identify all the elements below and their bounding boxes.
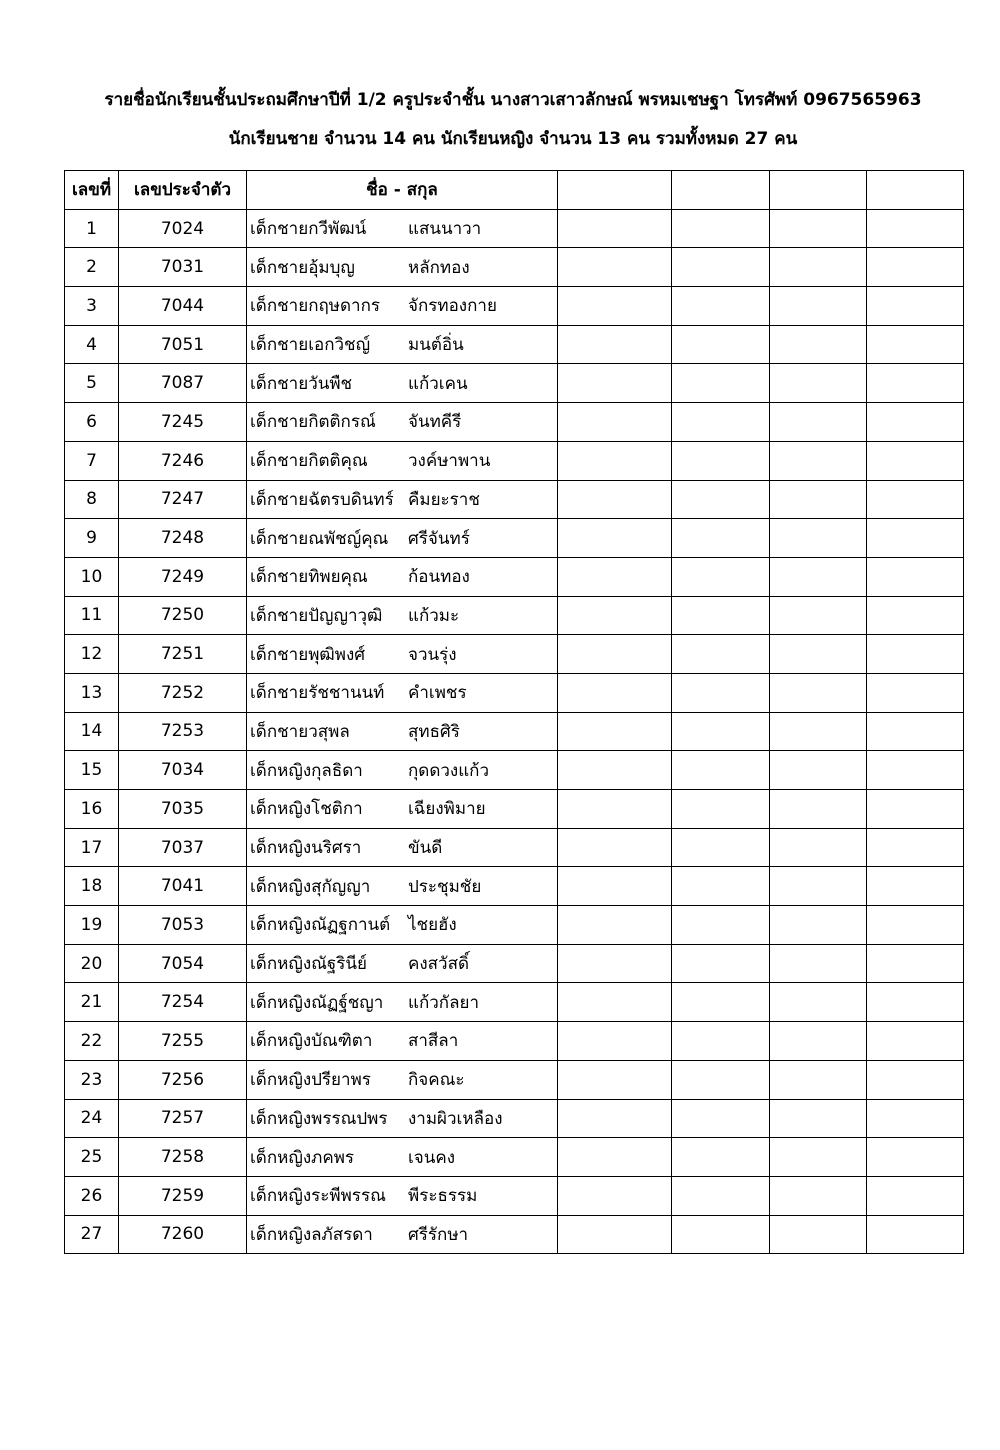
first-name: เด็กชายฉัตรบดินทร์ bbox=[250, 489, 394, 510]
table-row bbox=[65, 635, 964, 674]
student-id: 7024 bbox=[119, 209, 247, 248]
first-name: เด็กชายกฤษดากร bbox=[250, 296, 380, 317]
table-row bbox=[65, 248, 964, 287]
student-name bbox=[247, 983, 558, 1022]
table-row bbox=[65, 1060, 964, 1099]
blank-cell-1 bbox=[558, 325, 672, 364]
blank-cell-2 bbox=[672, 1138, 770, 1177]
table-row bbox=[65, 790, 964, 829]
first-name: เด็กชายพุฒิพงศ์ bbox=[250, 644, 366, 665]
student-name bbox=[247, 790, 558, 829]
table-row bbox=[65, 519, 964, 558]
table-header-row bbox=[65, 171, 964, 210]
blank-cell-3 bbox=[770, 673, 867, 712]
last-name: หลักทอง bbox=[408, 257, 470, 278]
blank-cell-2 bbox=[672, 1176, 770, 1215]
student-name bbox=[247, 712, 558, 751]
blank-cell-2 bbox=[672, 635, 770, 674]
header-blank-3 bbox=[770, 171, 867, 210]
first-name: เด็กชายปัญญาวุฒิ bbox=[250, 605, 383, 626]
blank-cell-3 bbox=[770, 441, 867, 480]
first-name: เด็กหญิงปรียาพร bbox=[250, 1070, 371, 1091]
table-row bbox=[65, 1099, 964, 1138]
student-name bbox=[247, 906, 558, 945]
blank-cell-4 bbox=[867, 790, 964, 829]
last-name: แก้วกัลยา bbox=[408, 992, 480, 1013]
student-name bbox=[247, 287, 558, 326]
first-name: เด็กหญิงโชติกา bbox=[250, 799, 363, 820]
row-number: 18 bbox=[65, 867, 119, 906]
blank-cell-4 bbox=[867, 751, 964, 790]
blank-cell-3 bbox=[770, 557, 867, 596]
blank-cell-2 bbox=[672, 287, 770, 326]
blank-cell-1 bbox=[558, 519, 672, 558]
first-name: เด็กชายวสุพล bbox=[250, 721, 350, 742]
first-name: เด็กหญิงสุกัญญา bbox=[250, 876, 371, 897]
student-id: 7252 bbox=[119, 673, 247, 712]
blank-cell-1 bbox=[558, 906, 672, 945]
first-name: เด็กหญิงระพีพรรณ bbox=[250, 1186, 386, 1207]
first-name: เด็กชายรัชชานนท์ bbox=[250, 683, 385, 704]
student-id: 7257 bbox=[119, 1099, 247, 1138]
student-name bbox=[247, 596, 558, 635]
student-id: 7245 bbox=[119, 403, 247, 442]
first-name: เด็กชายกิตติกรณ์ bbox=[250, 412, 376, 433]
last-name: วงค์ษาพาน bbox=[408, 451, 491, 472]
table-row bbox=[65, 944, 964, 983]
table-row bbox=[65, 1138, 964, 1177]
first-name: เด็กชายกวีพัฒน์ bbox=[250, 219, 367, 240]
row-number: 14 bbox=[65, 712, 119, 751]
row-number: 11 bbox=[65, 596, 119, 635]
blank-cell-2 bbox=[672, 712, 770, 751]
last-name: แก้วมะ bbox=[408, 605, 460, 626]
table-row bbox=[65, 403, 964, 442]
row-number: 16 bbox=[65, 790, 119, 829]
blank-cell-3 bbox=[770, 1099, 867, 1138]
blank-cell-2 bbox=[672, 1060, 770, 1099]
blank-cell-1 bbox=[558, 944, 672, 983]
blank-cell-4 bbox=[867, 596, 964, 635]
student-id: 7258 bbox=[119, 1138, 247, 1177]
blank-cell-4 bbox=[867, 209, 964, 248]
header-full-name: ชื่อ - สกุล bbox=[247, 171, 558, 210]
last-name: คืมยะราช bbox=[408, 489, 480, 510]
blank-cell-4 bbox=[867, 248, 964, 287]
blank-cell-1 bbox=[558, 1176, 672, 1215]
table-row bbox=[65, 751, 964, 790]
blank-cell-3 bbox=[770, 248, 867, 287]
last-name: พีระธรรม bbox=[408, 1186, 478, 1207]
student-name bbox=[247, 1215, 558, 1254]
row-number: 15 bbox=[65, 751, 119, 790]
blank-cell-1 bbox=[558, 751, 672, 790]
student-id: 7254 bbox=[119, 983, 247, 1022]
student-id: 7249 bbox=[119, 557, 247, 596]
student-name bbox=[247, 1099, 558, 1138]
blank-cell-4 bbox=[867, 1022, 964, 1061]
first-name: เด็กชายกิตติคุณ bbox=[250, 451, 368, 472]
first-name: เด็กชายวันพืช bbox=[250, 373, 353, 394]
row-number: 23 bbox=[65, 1060, 119, 1099]
row-number: 26 bbox=[65, 1176, 119, 1215]
blank-cell-2 bbox=[672, 944, 770, 983]
row-number: 3 bbox=[65, 287, 119, 326]
row-number: 4 bbox=[65, 325, 119, 364]
blank-cell-1 bbox=[558, 557, 672, 596]
first-name: เด็กชายเอกวิชญ์ bbox=[250, 335, 371, 356]
first-name: เด็กหญิงณัฏฐกานต์ bbox=[250, 915, 391, 936]
blank-cell-4 bbox=[867, 403, 964, 442]
blank-cell-2 bbox=[672, 867, 770, 906]
student-name bbox=[247, 635, 558, 674]
blank-cell-4 bbox=[867, 983, 964, 1022]
blank-cell-1 bbox=[558, 712, 672, 751]
blank-cell-4 bbox=[867, 944, 964, 983]
header-blank-4 bbox=[867, 171, 964, 210]
student-list-table bbox=[64, 170, 964, 1254]
row-number: 22 bbox=[65, 1022, 119, 1061]
last-name: ไชยฮัง bbox=[408, 915, 457, 936]
table-row bbox=[65, 1176, 964, 1215]
student-rows bbox=[65, 209, 964, 1254]
blank-cell-3 bbox=[770, 1138, 867, 1177]
blank-cell-2 bbox=[672, 751, 770, 790]
table-row bbox=[65, 983, 964, 1022]
student-name bbox=[247, 1060, 558, 1099]
blank-cell-3 bbox=[770, 1176, 867, 1215]
last-name: ประชุมชัย bbox=[408, 876, 482, 897]
last-name: เฉียงพิมาย bbox=[408, 799, 486, 820]
blank-cell-4 bbox=[867, 519, 964, 558]
first-name: เด็กหญิงภคพร bbox=[250, 1147, 355, 1168]
blank-cell-4 bbox=[867, 1176, 964, 1215]
student-id: 7053 bbox=[119, 906, 247, 945]
student-name bbox=[247, 209, 558, 248]
blank-cell-3 bbox=[770, 867, 867, 906]
last-name: สาสีลา bbox=[408, 1031, 459, 1052]
student-name bbox=[247, 557, 558, 596]
blank-cell-2 bbox=[672, 403, 770, 442]
blank-cell-1 bbox=[558, 1099, 672, 1138]
student-count-summary: นักเรียนชาย จำนวน 14 คน นักเรียนหญิง จำนวน 13 คน รวมทั้งหมด 27 คน bbox=[228, 129, 798, 149]
blank-cell-4 bbox=[867, 828, 964, 867]
blank-cell-2 bbox=[672, 828, 770, 867]
first-name: เด็กหญิงลภัสรดา bbox=[250, 1224, 373, 1245]
table-row bbox=[65, 712, 964, 751]
table-row bbox=[65, 1215, 964, 1254]
blank-cell-3 bbox=[770, 1022, 867, 1061]
blank-cell-2 bbox=[672, 596, 770, 635]
student-id: 7248 bbox=[119, 519, 247, 558]
blank-cell-4 bbox=[867, 635, 964, 674]
blank-cell-1 bbox=[558, 287, 672, 326]
student-id: 7260 bbox=[119, 1215, 247, 1254]
blank-cell-1 bbox=[558, 1022, 672, 1061]
blank-cell-1 bbox=[558, 596, 672, 635]
blank-cell-3 bbox=[770, 364, 867, 403]
document-title: รายชื่อนักเรียนชั้นประถมศึกษาปีที่ 1/2 ครูประจำชั้น นางสาวเสาวลักษณ์ พรหมเชษฐา โทรศัพท์ 0967565963 bbox=[104, 90, 922, 110]
student-id: 7256 bbox=[119, 1060, 247, 1099]
blank-cell-3 bbox=[770, 983, 867, 1022]
last-name: ศรีรักษา bbox=[408, 1224, 469, 1245]
table-row bbox=[65, 287, 964, 326]
last-name: ก้อนทอง bbox=[408, 567, 470, 588]
student-id: 7035 bbox=[119, 790, 247, 829]
blank-cell-4 bbox=[867, 906, 964, 945]
blank-cell-2 bbox=[672, 1215, 770, 1254]
blank-cell-3 bbox=[770, 403, 867, 442]
row-number: 19 bbox=[65, 906, 119, 945]
first-name: เด็กชายอุ้มบุญ bbox=[250, 257, 355, 278]
last-name: ศรีจันทร์ bbox=[408, 528, 470, 549]
blank-cell-2 bbox=[672, 441, 770, 480]
blank-cell-4 bbox=[867, 325, 964, 364]
last-name: แสนนาวา bbox=[408, 219, 482, 240]
last-name: กุดดวงแก้ว bbox=[408, 760, 490, 781]
blank-cell-1 bbox=[558, 828, 672, 867]
blank-cell-4 bbox=[867, 557, 964, 596]
first-name: เด็กหญิงพรรณปพร bbox=[250, 1108, 388, 1129]
blank-cell-3 bbox=[770, 287, 867, 326]
blank-cell-2 bbox=[672, 557, 770, 596]
student-name bbox=[247, 867, 558, 906]
blank-cell-1 bbox=[558, 635, 672, 674]
row-number: 9 bbox=[65, 519, 119, 558]
blank-cell-4 bbox=[867, 867, 964, 906]
blank-cell-3 bbox=[770, 712, 867, 751]
student-name bbox=[247, 1022, 558, 1061]
student-name bbox=[247, 519, 558, 558]
blank-cell-4 bbox=[867, 1060, 964, 1099]
blank-cell-1 bbox=[558, 1060, 672, 1099]
student-name bbox=[247, 403, 558, 442]
last-name: งามผิวเหลือง bbox=[408, 1108, 503, 1129]
first-name: เด็กหญิงนริศรา bbox=[250, 838, 362, 859]
row-number: 25 bbox=[65, 1138, 119, 1177]
first-name: เด็กหญิงกุลธิดา bbox=[250, 760, 363, 781]
header-blank-2 bbox=[672, 171, 770, 210]
last-name: กิจคณะ bbox=[408, 1070, 465, 1091]
last-name: คงสวัสดิ์ bbox=[408, 954, 470, 975]
last-name: มนต์อิ่น bbox=[408, 335, 464, 356]
table-row bbox=[65, 364, 964, 403]
blank-cell-2 bbox=[672, 248, 770, 287]
student-id: 7259 bbox=[119, 1176, 247, 1215]
blank-cell-2 bbox=[672, 673, 770, 712]
blank-cell-3 bbox=[770, 209, 867, 248]
blank-cell-4 bbox=[867, 287, 964, 326]
row-number: 5 bbox=[65, 364, 119, 403]
header-blank-1 bbox=[558, 171, 672, 210]
blank-cell-2 bbox=[672, 1099, 770, 1138]
student-name bbox=[247, 751, 558, 790]
blank-cell-2 bbox=[672, 480, 770, 519]
blank-cell-2 bbox=[672, 790, 770, 829]
student-id: 7253 bbox=[119, 712, 247, 751]
student-id: 7250 bbox=[119, 596, 247, 635]
blank-cell-2 bbox=[672, 906, 770, 945]
student-id: 7251 bbox=[119, 635, 247, 674]
first-name: เด็กชายณพัชญ์คุณ bbox=[250, 528, 389, 549]
blank-cell-1 bbox=[558, 441, 672, 480]
student-name bbox=[247, 364, 558, 403]
student-id: 7087 bbox=[119, 364, 247, 403]
blank-cell-4 bbox=[867, 480, 964, 519]
table-row bbox=[65, 867, 964, 906]
blank-cell-3 bbox=[770, 480, 867, 519]
blank-cell-2 bbox=[672, 364, 770, 403]
blank-cell-1 bbox=[558, 248, 672, 287]
blank-cell-1 bbox=[558, 480, 672, 519]
blank-cell-4 bbox=[867, 1099, 964, 1138]
blank-cell-4 bbox=[867, 364, 964, 403]
blank-cell-2 bbox=[672, 325, 770, 364]
blank-cell-1 bbox=[558, 403, 672, 442]
blank-cell-3 bbox=[770, 325, 867, 364]
blank-cell-2 bbox=[672, 1022, 770, 1061]
student-id: 7037 bbox=[119, 828, 247, 867]
student-id: 7034 bbox=[119, 751, 247, 790]
last-name: สุทธศิริ bbox=[408, 721, 460, 742]
student-name bbox=[247, 828, 558, 867]
blank-cell-4 bbox=[867, 1138, 964, 1177]
blank-cell-3 bbox=[770, 944, 867, 983]
student-id: 7041 bbox=[119, 867, 247, 906]
blank-cell-4 bbox=[867, 441, 964, 480]
blank-cell-1 bbox=[558, 364, 672, 403]
last-name: คำเพชร bbox=[408, 683, 467, 704]
blank-cell-3 bbox=[770, 519, 867, 558]
header-student-id: เลขประจำตัว bbox=[119, 171, 247, 210]
blank-cell-3 bbox=[770, 1060, 867, 1099]
blank-cell-3 bbox=[770, 751, 867, 790]
last-name: ขันดี bbox=[408, 838, 443, 859]
last-name: จักรทองกาย bbox=[408, 296, 497, 317]
header-number: เลขที่ bbox=[65, 171, 119, 210]
table-row bbox=[65, 673, 964, 712]
blank-cell-4 bbox=[867, 712, 964, 751]
first-name: เด็กหญิงบัณฑิตา bbox=[250, 1031, 373, 1052]
blank-cell-1 bbox=[558, 790, 672, 829]
row-number: 2 bbox=[65, 248, 119, 287]
last-name: แก้วเคน bbox=[408, 373, 468, 394]
student-name bbox=[247, 325, 558, 364]
last-name: จันทคีรี bbox=[408, 412, 462, 433]
blank-cell-1 bbox=[558, 1138, 672, 1177]
student-id: 7255 bbox=[119, 1022, 247, 1061]
row-number: 1 bbox=[65, 209, 119, 248]
table-row bbox=[65, 209, 964, 248]
student-id: 7247 bbox=[119, 480, 247, 519]
first-name: เด็กหญิงณัฏฐ์ชญา bbox=[250, 992, 384, 1013]
student-id: 7044 bbox=[119, 287, 247, 326]
row-number: 27 bbox=[65, 1215, 119, 1254]
blank-cell-4 bbox=[867, 673, 964, 712]
table-row bbox=[65, 557, 964, 596]
row-number: 8 bbox=[65, 480, 119, 519]
student-id: 7054 bbox=[119, 944, 247, 983]
row-number: 13 bbox=[65, 673, 119, 712]
row-number: 24 bbox=[65, 1099, 119, 1138]
student-id: 7051 bbox=[119, 325, 247, 364]
student-name bbox=[247, 673, 558, 712]
blank-cell-3 bbox=[770, 906, 867, 945]
student-name bbox=[247, 480, 558, 519]
blank-cell-1 bbox=[558, 673, 672, 712]
blank-cell-3 bbox=[770, 790, 867, 829]
row-number: 21 bbox=[65, 983, 119, 1022]
student-name bbox=[247, 944, 558, 983]
table-row bbox=[65, 1022, 964, 1061]
blank-cell-1 bbox=[558, 867, 672, 906]
blank-cell-1 bbox=[558, 983, 672, 1022]
blank-cell-3 bbox=[770, 596, 867, 635]
blank-cell-2 bbox=[672, 209, 770, 248]
blank-cell-3 bbox=[770, 1215, 867, 1254]
last-name: จวนรุ่ง bbox=[408, 644, 457, 665]
blank-cell-2 bbox=[672, 519, 770, 558]
table-row bbox=[65, 480, 964, 519]
blank-cell-4 bbox=[867, 1215, 964, 1254]
table-row bbox=[65, 325, 964, 364]
table-row bbox=[65, 596, 964, 635]
blank-cell-1 bbox=[558, 1215, 672, 1254]
table-row bbox=[65, 906, 964, 945]
student-id: 7031 bbox=[119, 248, 247, 287]
row-number: 10 bbox=[65, 557, 119, 596]
row-number: 20 bbox=[65, 944, 119, 983]
student-name bbox=[247, 441, 558, 480]
first-name: เด็กหญิงณัฐรินีย์ bbox=[250, 954, 367, 975]
row-number: 7 bbox=[65, 441, 119, 480]
blank-cell-2 bbox=[672, 983, 770, 1022]
row-number: 12 bbox=[65, 635, 119, 674]
student-name bbox=[247, 248, 558, 287]
row-number: 6 bbox=[65, 403, 119, 442]
blank-cell-3 bbox=[770, 828, 867, 867]
blank-cell-3 bbox=[770, 635, 867, 674]
student-id: 7246 bbox=[119, 441, 247, 480]
table-row bbox=[65, 441, 964, 480]
blank-cell-1 bbox=[558, 209, 672, 248]
student-name bbox=[247, 1138, 558, 1177]
table-row bbox=[65, 828, 964, 867]
row-number: 17 bbox=[65, 828, 119, 867]
last-name: เจนคง bbox=[408, 1147, 456, 1168]
first-name: เด็กชายทิพยคุณ bbox=[250, 567, 368, 588]
student-name bbox=[247, 1176, 558, 1215]
